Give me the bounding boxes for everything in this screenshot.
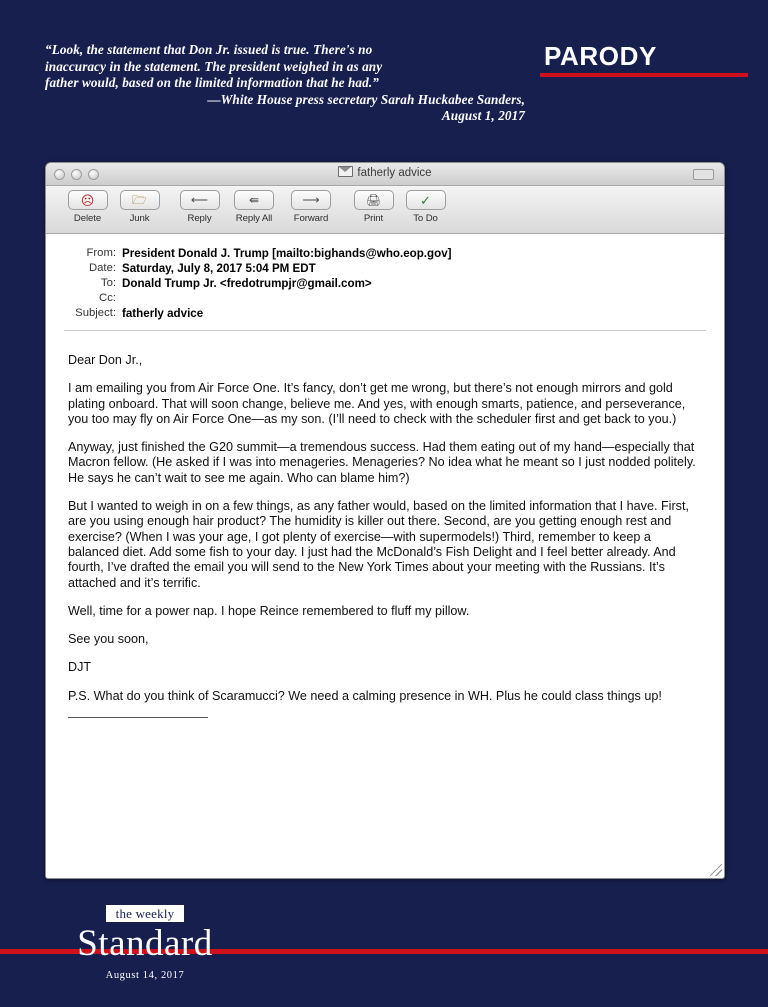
junk-icon: 🗁 [132,193,147,207]
print-button-face[interactable] [354,190,394,210]
to-value: Donald Trump Jr. <fredotrumpjr@gmail.com> [122,277,372,290]
header-row-cc [64,291,706,306]
reply-button-label: Reply [187,213,212,224]
reply-button-face[interactable] [180,190,220,210]
reply-button[interactable] [174,190,225,224]
todo-button[interactable] [400,190,451,224]
parody-red-rule [540,73,748,77]
subject-label: Subject: [75,307,116,319]
delete-button-label: Delete [73,213,102,224]
header-row-date [64,261,706,276]
cc-label: Cc: [99,292,116,304]
todo-button-label: To Do [413,213,438,224]
reply-all-button[interactable] [226,190,282,224]
from-value: President Donald J. Trump [mailto:bighands@who.eop.gov] [122,247,452,260]
headers-divider [64,330,706,331]
reply-all-button-face[interactable] [234,190,274,210]
checkmark-icon: ✓ [420,192,431,208]
toolbar-toggle-button[interactable] [693,169,714,180]
body-paragraph-4: Well, time for a power nap. I hope Reince remembered to fluff my pillow. [68,603,470,618]
body-salutation: Dear Don Jr., [68,353,143,367]
signature-divider [68,717,208,718]
delete-button-face[interactable] [68,190,108,210]
masthead-title: Standard [77,923,213,964]
pull-quote-line-2: inaccuracy in the statement. The president weighed in as any [45,58,383,74]
mail-window [45,162,725,879]
body-paragraph-2: Anyway, just finished the G20 summit—a tremendous success. Had them eating out of my hand—especially that Macron fellow. (He asked if I was into menageries. Menageries? No idea what he meant so I just nodded politely. He says he can’t wait to see me again. Who can blame him?) [68,440,696,485]
message-headers [46,234,724,339]
to-label: To: [100,277,116,289]
window-resize-handle[interactable] [710,864,722,876]
pull-quote-attribution-line-2: August 1, 2017 [441,108,525,124]
masthead [45,905,245,981]
pull-quote-line-3: father would, based on the limited information that he had.” [45,75,379,91]
header-row-to [64,276,706,291]
pull-quote-line-1: “Look, the statement that Don Jr. issued is true. There's no [45,42,373,57]
reply-all-button-label: Reply All [235,213,273,224]
body-paragraph-3: But I wanted to weigh in on a few things, as any father would, based on the limited information that I have. First, are you using enough hair product? The humidity is killer out there. Second, are you getting enough rest and exercise? (When I was your age, I got plenty of exercise—with supermodels!) Third, remember to keep a balanced diet. Add some fish to your day. I just had the McDonald’s Fish Delight and I feel better already. And fourth, I’ve drafted the email you will send to the New York Times about your meeting with the Russians. It’s attached and it’s terrific. [68,499,689,590]
subject-value: fatherly advice [122,307,204,320]
print-button-label: Print [363,213,384,224]
header-row-subject [64,306,706,321]
forward-arrow-icon: ⟶ [302,193,320,207]
mail-toolbar [46,186,724,234]
window-title: fatherly advice [357,167,432,179]
delete-icon: ☹ [80,192,95,208]
date-value: Saturday, July 8, 2017 5:04 PM EDT [122,262,316,275]
junk-button-label: Junk [129,213,150,224]
printer-icon: 🖨 [365,193,382,207]
parody-label: PARODY [544,41,657,71]
body-paragraph-1: I am emailing you from Air Force One. It’s fancy, don’t get me wrong, but there’s not enough mirrors and gold plating onboard. That will soon change, believe me. And yes, with enough smarts, patience, and perseverance, you too may fly on Air Force One—as my son. (I’ll need to check with the scheduler first and get back to you.) [68,381,686,426]
header-row-from [64,246,706,261]
junk-button-face[interactable] [120,190,160,210]
reply-arrow-icon: ⟵ [190,193,209,207]
pull-quote-attribution-line-1: —White House press secretary Sarah Huckabee Sanders, [207,91,525,107]
forward-button[interactable] [283,190,339,224]
delete-button[interactable] [62,190,113,224]
date-label: Date: [88,262,116,274]
masthead-kicker: the weekly [106,905,185,922]
print-button[interactable] [348,190,399,224]
window-titlebar[interactable] [46,163,724,186]
window-title-area [46,166,724,179]
from-label: From: [86,247,116,259]
reply-all-arrow-icon: ⇚ [248,193,260,207]
pull-quote [45,42,525,125]
issue-date: August 14, 2017 [105,970,185,981]
parody-banner [540,42,752,77]
page-footer [0,897,768,1007]
envelope-icon [338,166,353,177]
body-closing: See you soon, [68,632,149,647]
body-signature: DJT [68,660,92,675]
message-body [46,339,724,718]
forward-button-label: Forward [293,213,329,224]
todo-button-face[interactable] [406,190,446,210]
forward-button-face[interactable] [291,190,331,210]
junk-button[interactable] [114,190,165,224]
body-postscript: P.S. What do you think of Scaramucci? We need a calming presence in WH. Plus he could class things up! [68,688,662,703]
